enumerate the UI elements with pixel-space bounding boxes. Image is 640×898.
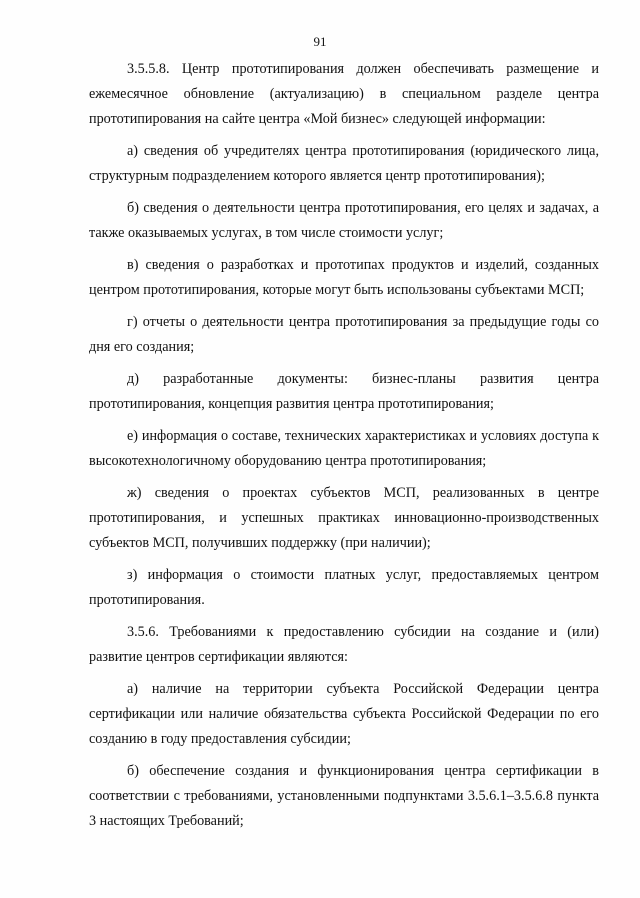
paragraph-3-5-5-8: 3.5.5.8. Центр прототипирования должен обеспечивать размещение и ежемесячное обновление (актуализацию) в специальном разделе центра прототипирования на сайте центра «Мой бизнес» следующей информации: bbox=[89, 61, 599, 127]
list-item-b: б) сведения о деятельности центра прототипирования, его целях и задачах, а также оказываемых услугах, в том числе стоимости услуг; bbox=[89, 200, 599, 241]
list-item-g: г) отчеты о деятельности центра прототипирования за предыдущие годы со дня его создания; bbox=[89, 314, 599, 355]
page-number: 91 bbox=[313, 34, 327, 49]
list-item-d: д) разработанные документы: бизнес-планы развития центра прототипирования, концепция развития центра прототипирования; bbox=[89, 371, 599, 412]
document-body bbox=[89, 57, 599, 841]
requirement-item-b: б) обеспечение создания и функционирования центра сертификации в соответствии с требованиями, установленными подпунктами 3.5.6.1–3.5.6.8 пункта 3 настоящих Требований; bbox=[89, 763, 599, 829]
paragraph-3-5-6: 3.5.6. Требованиями к предоставлению субсидии на создание и (или) развитие центров сертификации являются: bbox=[89, 624, 599, 665]
list-item-a: а) сведения об учредителях центра прототипирования (юридического лица, структурным подразделением которого является центр прототипирования); bbox=[89, 143, 599, 184]
list-item-e: е) информация о составе, технических характеристиках и условиях доступа к высокотехнологичному оборудованию центра прототипирования; bbox=[89, 428, 599, 469]
list-item-z: з) информация о стоимости платных услуг, предоставляемых центром прототипирования. bbox=[89, 567, 599, 608]
list-item-zh: ж) сведения о проектах субъектов МСП, реализованных в центре прототипирования, и успешных практиках инновационно-производственных субъектов МСП, получивших поддержку (при наличии); bbox=[89, 485, 599, 551]
list-item-v: в) сведения о разработках и прототипах продуктов и изделий, созданных центром прототипирования, которые могут быть использованы субъектами МСП; bbox=[89, 257, 599, 298]
requirement-item-a: а) наличие на территории субъекта Российской Федерации центра сертификации или наличие обязательства субъекта Российской Федерации по его созданию в году предоставления субсидии; bbox=[89, 681, 599, 747]
